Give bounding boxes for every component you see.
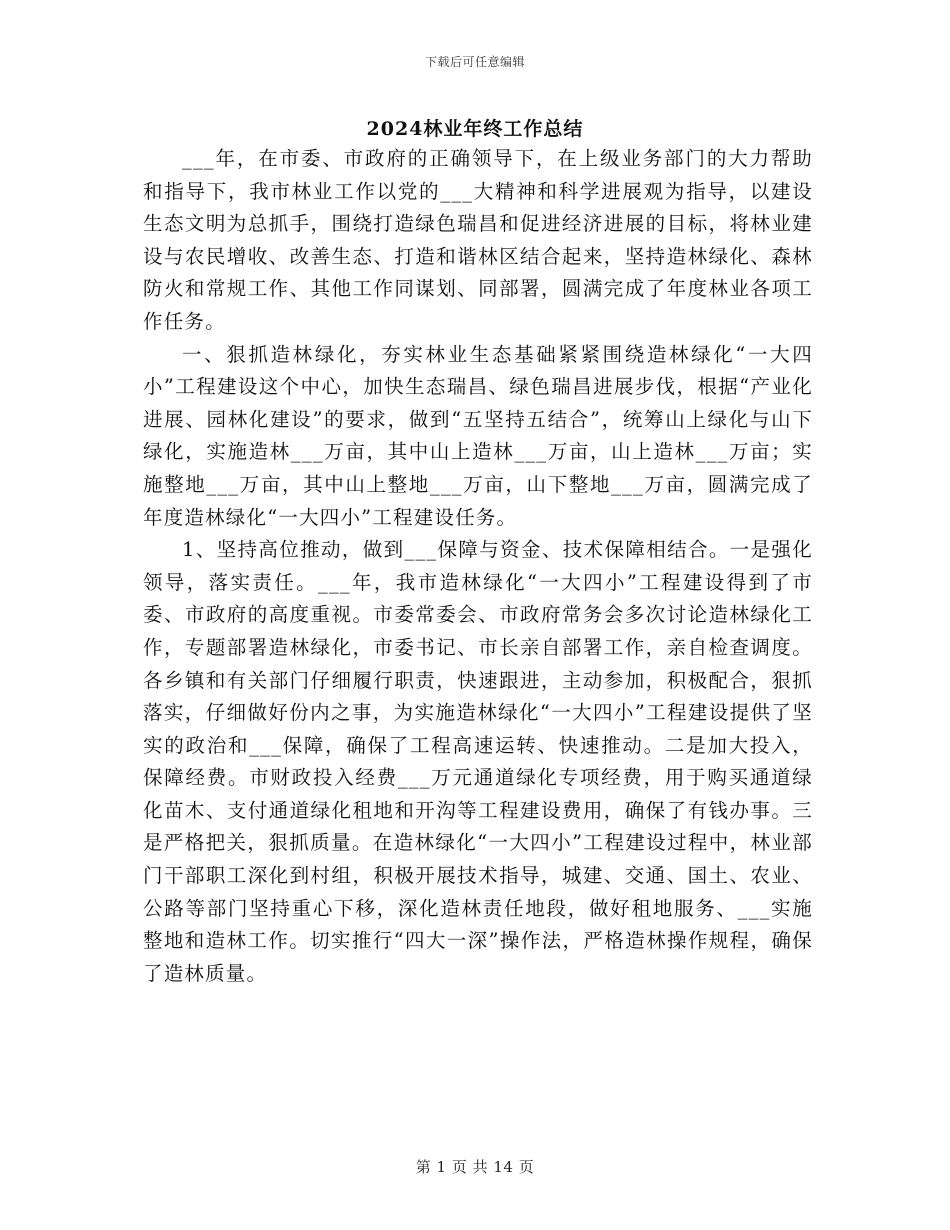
paragraph: ___年，在市委、市政府的正确领导下，在上级业务部门的大力帮助和指导下，我市林业工作以党的___大精神和科学进展观为指导，以建设生态文明为总抓手，围绕打造绿色瑞昌和促进经济进展的目标，将林业建设与农民增收、改善生态、打造和谐林区结合起来，坚持造林绿化、森林防火和常规工作、其他工作同谋划、同部署，圆满完成了年度林业各项工作任务。 bbox=[143, 147, 813, 333]
paragraph: 1、坚持高位推动，做到___保障与资金、技术保障相结合。一是强化领导，落实责任。___年，我市造林绿化“一大四小”工程建设得到了市委、市政府的高度重视。市委常委会、市政府常务会多次讨论造林绿化工作，专题部署造林绿化，市委书记、市长亲自部署工作，亲自检查调度。各乡镇和有关部门仔细履行职责，快速跟进，主动参加，积极配合，狠抓落实，仔细做好份内之事，为实施造林绿化“一大四小”工程建设提供了坚实的政治和___保障，确保了工程高速运转、快速推动。二是加大投入，保障经费。市财政投入经费___万元通道绿化专项经费，用于购买通道绿化苗木、支付通道绿化租地和开沟等工程建设费用，确保了有钱办事。三是严格把关，狠抓质量。在造林绿化“一大四小”工程建设过程中，林业部门干部职工深化到村组，积极开展技术指导，城建、交通、国土、农业、公路等部门坚持重心下移，深化造林责任地段，做好租地服务、___实施整地和造林工作。切实推行“四大一深”操作法，严格造林操作规程，确保了造林质量。 bbox=[143, 538, 813, 985]
document-title: 2024林业年终工作总结 bbox=[366, 118, 584, 140]
page-number-footer: 第 1 页 共 14 页 bbox=[415, 1158, 535, 1176]
document-body bbox=[143, 143, 813, 990]
header-note: 下载后可任意编辑 bbox=[424, 55, 525, 69]
paragraph: 一、狠抓造林绿化，夯实林业生态基础紧紧围绕造林绿化“一大四小”工程建设这个中心，加快生态瑞昌、绿色瑞昌进展步伐，根据“产业化进展、园林化建设”的要求，做到“五坚持五结合”，统筹山上绿化与山下绿化，实施造林___万亩，其中山上造林___万亩，山上造林___万亩；实施整地___万亩，其中山上整地___万亩，山下整地___万亩，圆满完成了年度造林绿化“一大四小”工程建设任务。 bbox=[143, 342, 813, 529]
